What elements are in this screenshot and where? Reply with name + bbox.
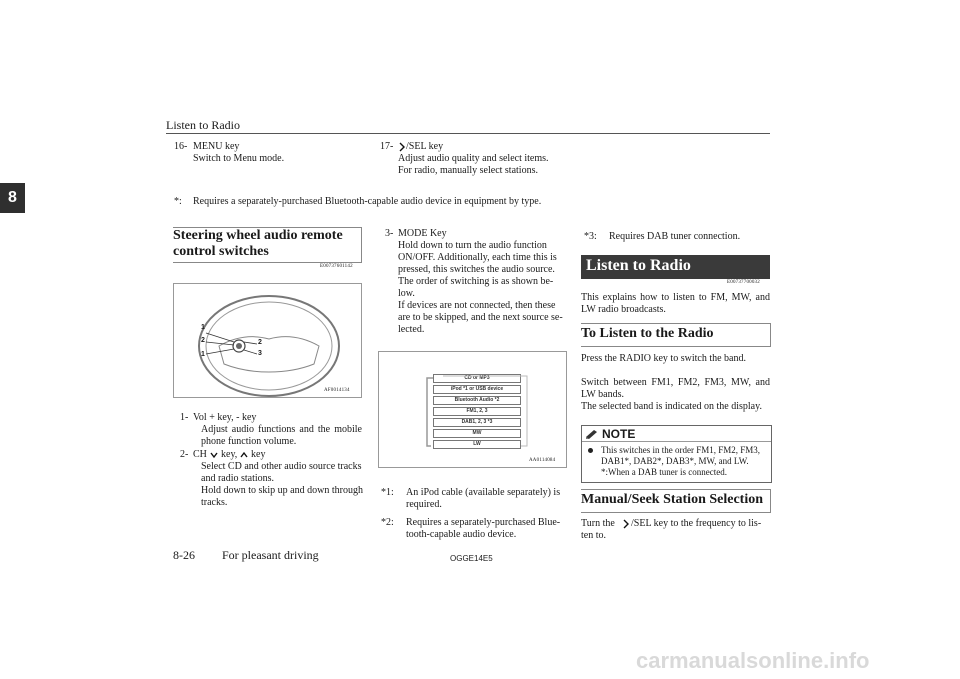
item-1-title: Vol + key, - key <box>193 412 257 423</box>
intro-line-1: This explains how to listen to FM, MW, and <box>581 292 770 303</box>
footnote-top-text: Requires a separately-purchased Bluetooth-capable audio device in equipment by type. <box>193 196 542 207</box>
note-3-mark: *3: <box>584 231 597 242</box>
cycle-arrow-icon <box>423 370 533 452</box>
chevron-down-icon <box>210 451 218 459</box>
item-3-number: 3- <box>385 228 394 239</box>
listen-to-radio-bar <box>581 255 770 279</box>
item-17-title: /SEL key <box>406 141 444 152</box>
callout-2-left: 2 <box>201 337 205 344</box>
band-bluetooth: Bluetooth Audio *2 <box>433 396 521 405</box>
section-code: E00737601142 <box>320 264 353 269</box>
item-2-title-c: key <box>251 449 266 460</box>
switch-line-1: Switch between FM1, FM2, FM3, MW, and <box>581 377 770 388</box>
item-3-line-4: The order of switching is as shown be- <box>398 276 554 287</box>
callout-3: 3 <box>258 350 262 357</box>
note-1-mark: *1: <box>381 487 394 498</box>
subheading-manual-seek: Manual/Seek Station Selection <box>581 492 764 507</box>
note-line-3: *:When a DAB tuner is connected. <box>601 467 727 477</box>
footer-page-number: 8-26 <box>173 548 195 562</box>
item-1-line-1: Adjust audio functions and the mobile <box>201 424 362 435</box>
item-1-line-2: phone function volume. <box>201 436 297 447</box>
listen-code: E00737700032 <box>727 280 760 285</box>
item-2-title-a: CH <box>193 449 207 460</box>
footer-code: OGGE14E5 <box>450 554 493 563</box>
note-pencil-icon <box>585 428 599 439</box>
note-1-line-1: An iPod cable (available separately) is <box>406 487 561 498</box>
item-3-line-8: lected. <box>398 324 425 335</box>
footer-section: For pleasant driving <box>222 548 319 562</box>
band-ipod-usb: iPod *1 or USB device <box>433 385 521 394</box>
intro-line-2: LW radio broadcasts. <box>581 304 666 315</box>
music-note-icon-2 <box>622 519 630 529</box>
press-radio-text: Press the RADIO key to switch the band. <box>581 353 746 364</box>
note-line-1: This switches in the order FM1, FM2, FM3, <box>601 445 761 455</box>
callout-2-right: 2 <box>258 339 262 346</box>
item-16-number: 16- <box>174 141 188 152</box>
figure-code-middle: AA0114084 <box>529 458 556 463</box>
music-note-icon <box>398 142 406 152</box>
steering-wheel-figure <box>173 283 362 398</box>
mode-order-figure <box>378 351 567 468</box>
section-heading-line-1: Steering wheel audio remote <box>173 228 343 243</box>
band-cd-mp3: CD or MP3 <box>433 374 521 383</box>
item-3-line-7: are to be skipped, and the next source se- <box>398 312 563 323</box>
switch-line-2: LW bands. <box>581 389 624 400</box>
note-line-2: DAB1*, DAB2*, DAB3*, MW, and LW. <box>601 456 749 466</box>
note-3-text: Requires DAB tuner connection. <box>609 231 741 242</box>
note-label: NOTE <box>602 427 636 441</box>
band-dab: DAB1, 2, 3 *3 <box>433 418 521 427</box>
band-fm: FM1, 2, 3 <box>433 407 521 416</box>
turn-text-b: /SEL key to the frequency to lis- <box>631 518 762 529</box>
item-3-line-1: Hold down to turn the audio function <box>398 240 547 251</box>
section-heading-line-2: control switches <box>173 244 269 259</box>
note-2-mark: *2: <box>381 517 394 528</box>
item-3-title: MODE Key <box>398 228 447 239</box>
band-mw: MW <box>433 429 521 438</box>
turn-text-a: Turn the <box>581 518 615 529</box>
item-2-line-4: tracks. <box>201 497 228 508</box>
item-16-title: MENU key <box>193 141 240 152</box>
item-2-line-3: Hold down to skip up and down through <box>201 485 363 496</box>
chevron-up-icon <box>240 451 248 459</box>
item-17-number: 17- <box>380 141 394 152</box>
item-17-desc-1: Adjust audio quality and select items. <box>398 153 549 164</box>
note-2-line-2: tooth-capable audio device. <box>406 529 517 540</box>
item-2-number: 2- <box>180 449 189 460</box>
callout-1-bottom: 1 <box>201 351 205 358</box>
note-box <box>581 425 772 483</box>
item-3-line-6: If devices are not connected, then these <box>398 300 556 311</box>
item-2-title-b: key, <box>221 449 238 460</box>
footnote-top-mark: *: <box>174 196 182 207</box>
band-lw: LW <box>433 440 521 449</box>
running-head: Listen to Radio <box>166 118 240 132</box>
item-3-line-3: pressed, this switches the audio source. <box>398 264 555 275</box>
callout-1-top: 1 <box>201 324 205 331</box>
switch-line-3: The selected band is indicated on the display. <box>581 401 762 412</box>
listen-to-radio-heading: Listen to Radio <box>586 257 691 274</box>
item-17-desc-2: For radio, manually select stations. <box>398 165 538 176</box>
note-bullet <box>588 448 593 453</box>
item-1-number: 1- <box>180 412 189 423</box>
header-rule <box>166 133 770 134</box>
item-3-line-5: low. <box>398 288 415 299</box>
note-2-line-1: Requires a separately-purchased Blue- <box>406 517 561 528</box>
chapter-tab: 8 <box>0 183 25 213</box>
item-16-desc: Switch to Menu mode. <box>193 153 285 164</box>
subheading-listen: To Listen to the Radio <box>581 326 714 341</box>
item-2-line-2: and radio stations. <box>201 473 275 484</box>
turn-text-c: ten to. <box>581 530 606 541</box>
note-1-line-2: required. <box>406 499 442 510</box>
item-3-line-2: ON/OFF. Additionally, each time this is <box>398 252 557 263</box>
figure-code-left: AF0014134 <box>324 388 350 393</box>
item-2-line-1: Select CD and other audio source tracks <box>201 461 362 472</box>
watermark: carmanualsonline.info <box>636 648 870 673</box>
